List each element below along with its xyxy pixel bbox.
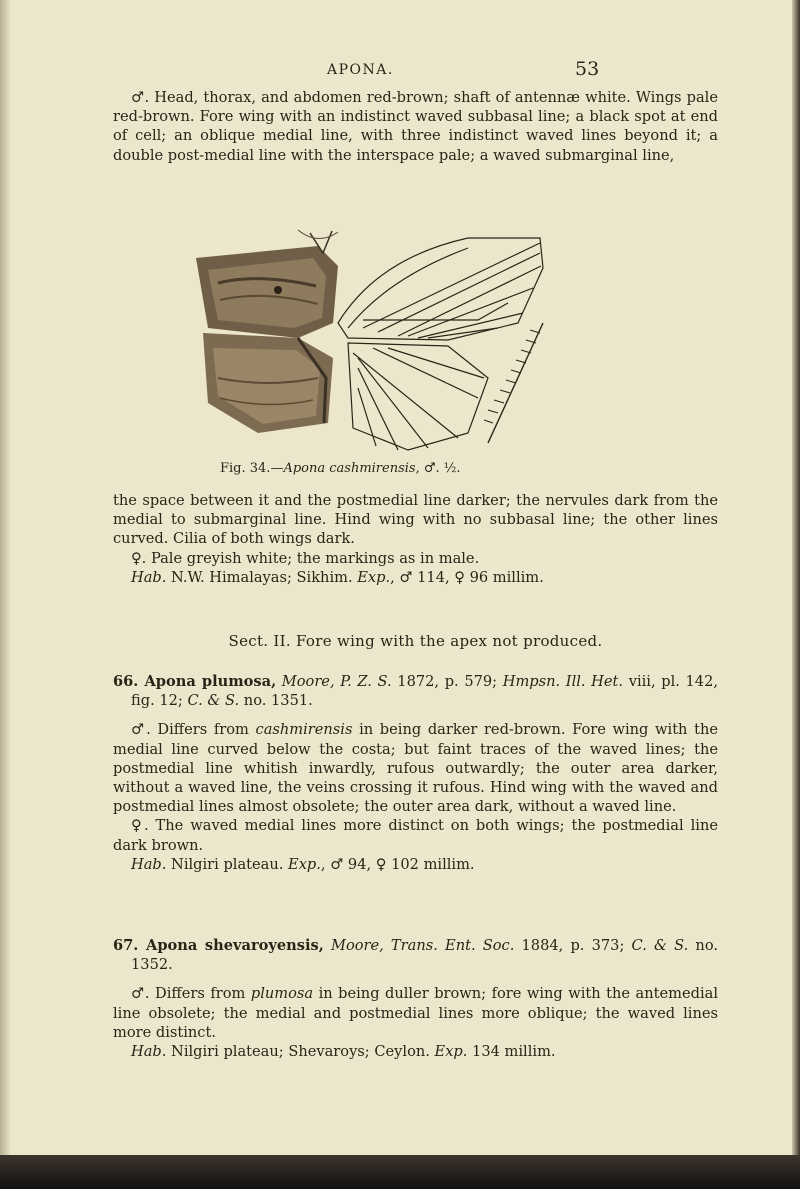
exp-label: Exp. [357, 568, 391, 586]
intro-paragraph: ♂. Head, thorax, and abdomen red-brown; shaft of antennæ white. Wings pale red-brown. Fore wing with an indistinct waved subbasal line; a black spot at end of cell; an oblique medial line, with three indistinct waved lines beyond it; a double post-medial line with the interspace pale; a waved submarginal line, [113, 89, 718, 164]
entry-66-habitat [113, 855, 718, 874]
entry-66-citation-d: viii, pl. 142, fig. 12; [131, 673, 719, 710]
caption-prefix: Fig. 34.— [220, 461, 284, 476]
page-number: 53 [575, 58, 600, 80]
entry-66-exp-label: Exp. [288, 855, 321, 873]
figure-caption [220, 461, 640, 476]
entry-67-citation-a: Moore, Trans. Ent. Soc. [323, 937, 515, 954]
entry-66-citation-a: Moore, P. Z. S. [276, 673, 392, 690]
entry-66-citation-c: Hmpsn. Ill. Het. [502, 673, 624, 690]
entry-67-hab-text: Nilgiri plateau; Shevaroys; Ceylon. [166, 1043, 435, 1061]
continuation-text [113, 491, 718, 587]
entry-67-body-rest: in being duller brown; fore wing with the antemedial line obsolete; the medial and postmedial lines more oblique; the waved lines more distinct. [113, 985, 719, 1041]
section-heading: Sect. II. Fore wing with the apex not produced. [228, 632, 603, 650]
photographic-hindwing [203, 333, 333, 433]
entry-66-exp-text: , ♂ 94, ♀ 102 millim. [320, 855, 475, 873]
entry-66-title: 66. Apona plumosa, [113, 673, 277, 690]
entry-67-habitat [113, 1042, 718, 1061]
entry-66 [113, 672, 718, 874]
entry-66-citation-b: 1872, p. 579; [391, 673, 503, 690]
hab-label: Hab. [131, 568, 167, 586]
entry-67-title: 67. Apona shevaroyensis, [113, 937, 324, 954]
page-edge-shadow [792, 0, 800, 1189]
entry-66-citation-f: no. 1351. [239, 692, 313, 710]
antenna-sketch [484, 323, 543, 443]
exp-text: , ♂ 114, ♀ 96 millim. [390, 568, 544, 586]
entry-67-heading [113, 936, 718, 974]
habitat-line [113, 568, 718, 587]
entry-66-citation-e: C. & S. [187, 692, 240, 710]
entry-67-body-start: ♂. Differs from [131, 985, 251, 1003]
entry-66-female: ♀. The waved medial lines more distinct on both wings; the postmedial line dark brown. [113, 817, 718, 854]
running-head [0, 58, 792, 82]
running-title: APONA. [327, 62, 394, 78]
entry-67-citation-b: 1884, p. 373; [514, 937, 632, 954]
background-below-page [0, 1155, 800, 1189]
entry-67-hab-label: Hab. [131, 1043, 167, 1061]
intro-description [113, 88, 718, 165]
entry-67-male [113, 984, 718, 1042]
moth-wing-illustration [148, 228, 568, 453]
entry-67 [113, 936, 718, 1061]
entry-67-citation-f: no. 1352. [131, 937, 718, 974]
hab-text: N.W. Himalayas; Sikhim. [166, 568, 358, 586]
photographic-forewing [196, 230, 338, 338]
entry-67-citation-e: C. & S. [631, 937, 689, 954]
forewing-venation-drawing [338, 238, 543, 340]
entry-66-body-italic: cashmirensis [255, 721, 353, 739]
entry-66-hab-label: Hab. [131, 855, 167, 873]
continuation-paragraph: the space between it and the postmedial line darker; the nervules dark from the medial to submarginal line. Hind wing with no subbasal line; the other lines curved. Cilia of both wings dark. [113, 492, 718, 548]
entry-67-exp-label: Exp. [434, 1043, 468, 1061]
hindwing-venation-drawing [348, 343, 488, 450]
female-description: ♀. Pale greyish white; the markings as in male. [131, 549, 480, 567]
entry-66-body-start: ♂. Differs from [131, 721, 256, 739]
entry-66-body-rest: in being darker red-brown. Fore wing with the medial line curved below the costa; but faint traces of the waved lines; the postmedial line whitish inwardly, rufous outwardly; the outer area darker, without a waved line, the veins crossing it rufous. Hind wing with the waved and postmedial lines almost obsolete; the outer area dark, without a waved line. [113, 721, 719, 816]
page-gutter-shadow [0, 0, 10, 1155]
entry-66-heading [113, 672, 718, 710]
entry-67-body-italic: plumosa [250, 985, 314, 1003]
entry-67-exp-text: 134 millim. [467, 1043, 556, 1061]
entry-66-male [113, 720, 718, 816]
caption-suffix: , ♂. ½. [415, 461, 461, 476]
caption-species: Apona cashmirensis [283, 461, 416, 476]
entry-66-hab-text: Nilgiri plateau. [166, 855, 289, 873]
